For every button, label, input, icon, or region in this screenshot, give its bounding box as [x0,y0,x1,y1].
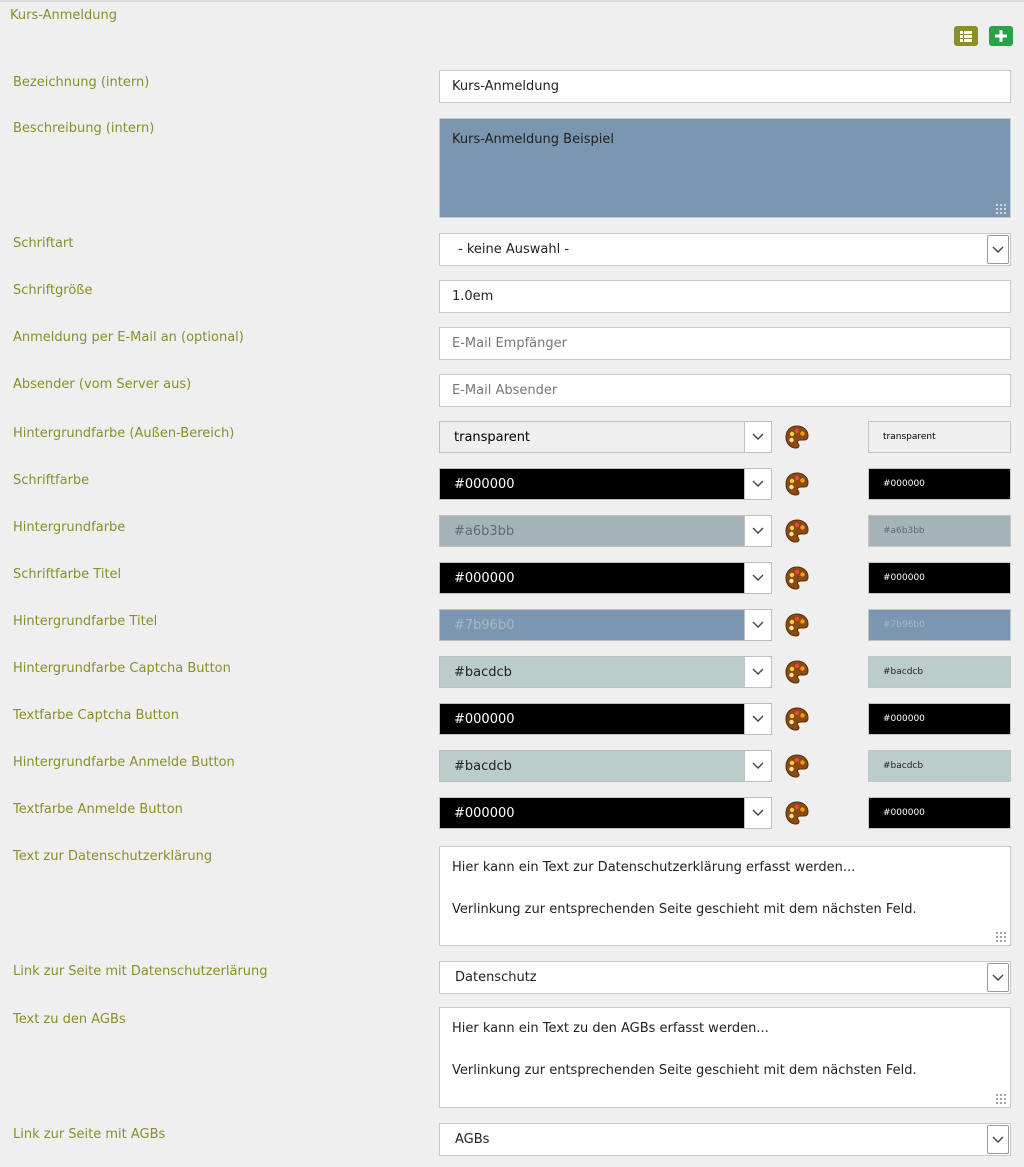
color-select[interactable] [439,421,772,453]
color-select[interactable] [439,468,772,500]
color-select[interactable] [439,750,772,782]
color-select[interactable] [439,515,772,547]
color-select-value: #000000 [454,570,515,586]
color-swatch[interactable] [868,609,1011,641]
schriftart-value: - keine Auswahl - [458,242,570,257]
top-divider [0,0,1024,2]
color-swatch[interactable] [868,515,1011,547]
color-swatch-text: #7b96b0 [883,620,925,630]
color-select-value: #000000 [454,805,515,821]
terms-textarea[interactable] [439,1007,1011,1108]
schriftart-select[interactable] [439,233,1011,266]
chevron-down-icon[interactable] [987,235,1009,264]
color-row-label: Textfarbe Anmelde Button [13,802,183,817]
palette-icon[interactable] [784,518,810,544]
palette-icon[interactable] [784,753,810,779]
color-swatch[interactable] [868,703,1011,735]
palette-icon[interactable] [784,471,810,497]
plus-icon [995,30,1007,42]
list-view-button[interactable] [954,26,978,46]
schriftgroesse-label: Schriftgröße [13,283,93,298]
color-row-label: Hintergrundfarbe Captcha Button [13,661,231,676]
color-swatch-text: #bacdcb [883,667,924,677]
privacy-textarea[interactable] [439,846,1011,946]
color-row-label: Hintergrundfarbe Titel [13,614,158,629]
color-swatch[interactable] [868,656,1011,688]
color-select[interactable] [439,703,772,735]
color-swatch-text: #000000 [883,479,925,489]
beschreibung-textarea[interactable] [439,118,1011,218]
palette-icon[interactable] [784,424,810,450]
color-select-value: #a6b3bb [454,523,515,539]
terms-link-select[interactable] [439,1123,1011,1156]
resize-grip-icon[interactable] [995,203,1006,214]
color-swatch-text: #000000 [883,808,925,818]
privacy-link-value: Datenschutz [455,970,537,985]
color-select-value: #000000 [454,711,515,727]
color-row-label: Textfarbe Captcha Button [13,708,179,723]
color-select-value: #000000 [454,476,515,492]
add-button[interactable] [989,26,1013,46]
color-select[interactable] [439,797,772,829]
palette-icon[interactable] [784,565,810,591]
chevron-down-icon[interactable] [744,469,771,499]
color-swatch[interactable] [868,421,1011,453]
color-select-value: #bacdcb [454,664,512,680]
page-title: Kurs-Anmeldung [10,8,118,23]
sender-input[interactable]: E-Mail Absender [439,374,1011,407]
email-recipient-label: Anmeldung per E-Mail an (optional) [13,330,244,345]
color-select[interactable] [439,656,772,688]
resize-grip-icon[interactable] [995,931,1006,942]
list-icon [960,31,972,42]
color-select[interactable] [439,562,772,594]
beschreibung-label: Beschreibung (intern) [13,121,155,136]
palette-icon[interactable] [784,659,810,685]
chevron-down-icon[interactable] [744,422,771,452]
color-swatch[interactable] [868,750,1011,782]
color-select[interactable] [439,609,772,641]
color-swatch[interactable] [868,797,1011,829]
chevron-down-icon[interactable] [744,704,771,734]
schriftgroesse-input[interactable]: 1.0em [439,280,1011,313]
chevron-down-icon[interactable] [744,563,771,593]
terms-link-label: Link zur Seite mit AGBs [13,1127,166,1142]
chevron-down-icon[interactable] [744,798,771,828]
terms-text-line2: Verlinkung zur entsprechenden Seite geschieht mit dem nächsten Feld. [452,1063,917,1078]
resize-grip-icon[interactable] [995,1093,1006,1104]
color-row-label: Hintergrundfarbe (Außen-Bereich) [13,426,235,441]
color-select-value: transparent [454,429,531,445]
sender-label: Absender (vom Server aus) [13,377,192,392]
privacy-link-select[interactable] [439,961,1011,994]
terms-link-value: AGBs [455,1132,490,1147]
color-swatch-text: transparent [883,432,936,442]
palette-icon[interactable] [784,612,810,638]
beschreibung-text: Kurs-Anmeldung Beispiel [452,132,614,147]
color-swatch-text: #a6b3bb [883,526,925,536]
privacy-text-line1: Hier kann ein Text zur Datenschutzerklärung erfasst werden... [452,860,856,875]
color-row-label: Schriftfarbe [13,473,90,488]
privacy-link-label: Link zur Seite mit Datenschutzerlärung [13,964,268,979]
terms-text-label: Text zu den AGBs [13,1012,126,1027]
terms-text-line1: Hier kann ein Text zu den AGBs erfasst werden... [452,1021,769,1036]
privacy-text-label: Text zur Datenschutzerklärung [13,849,213,864]
palette-icon[interactable] [784,800,810,826]
color-select-value: #7b96b0 [454,617,515,633]
color-select-value: #bacdcb [454,758,512,774]
bezeichnung-input[interactable]: Kurs-Anmeldung [439,70,1011,103]
color-swatch[interactable] [868,468,1011,500]
color-row-label: Schriftfarbe Titel [13,567,122,582]
chevron-down-icon[interactable] [744,657,771,687]
chevron-down-icon[interactable] [987,1125,1009,1154]
chevron-down-icon[interactable] [744,751,771,781]
email-recipient-input[interactable]: E-Mail Empfänger [439,327,1011,360]
color-row-label: Hintergrundfarbe Anmelde Button [13,755,235,770]
bezeichnung-label: Bezeichnung (intern) [13,75,150,90]
palette-icon[interactable] [784,706,810,732]
color-swatch-text: #bacdcb [883,761,924,771]
schriftart-label: Schriftart [13,236,74,251]
color-swatch-text: #000000 [883,714,925,724]
chevron-down-icon[interactable] [744,516,771,546]
privacy-text-line2: Verlinkung zur entsprechenden Seite geschieht mit dem nächsten Feld. [452,902,917,917]
chevron-down-icon[interactable] [744,610,771,640]
color-row-label: Hintergrundfarbe [13,520,126,535]
color-swatch-text: #000000 [883,573,925,583]
color-swatch[interactable] [868,562,1011,594]
chevron-down-icon[interactable] [987,963,1009,992]
